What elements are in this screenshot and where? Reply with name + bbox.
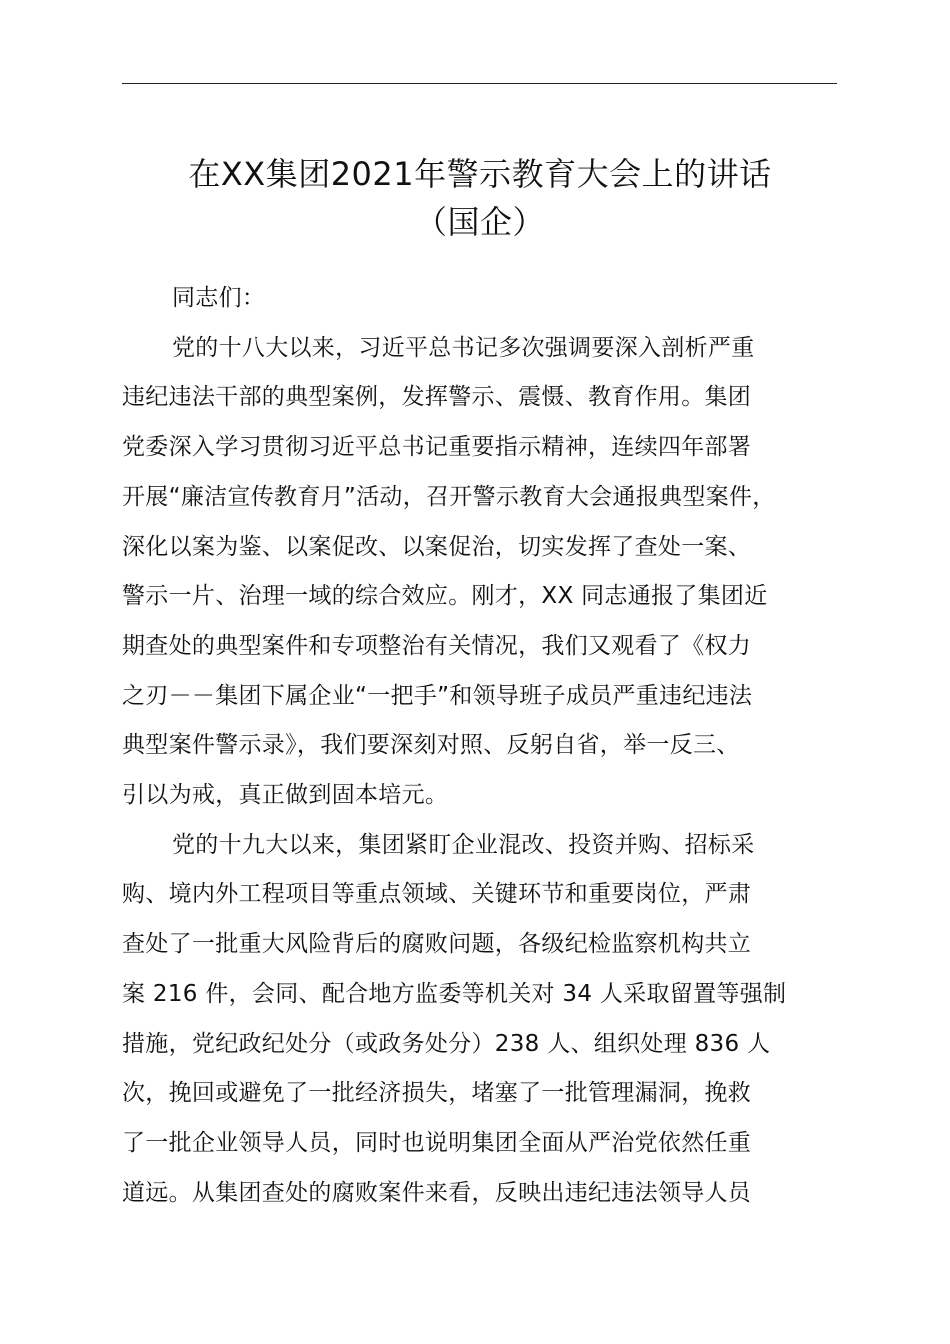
paragraph-line: 党的十八大以来，习近平总书记多次强调要深入剖析严重 [172,334,755,361]
salutation-text: 同志们： [172,285,266,311]
paragraph-line: 查处了一批重大风险背后的腐败问题，各级纪检监察机构共立 [122,931,752,958]
salutation [122,274,882,324]
paragraph-line: 购、境内外工程项目等重点领域、关键环节和重要岗位，严肃 [122,881,752,908]
paragraph-line: 党委深入学习贯彻习近平总书记重要指示精神，连续四年部署 [122,434,752,461]
title-line-1: 在XX集团2021年警示教育大会上的讲话 [188,155,772,193]
paragraph-line: 之刃－－集团下属企业“一把手”和领导班子成员严重违纪违法 [122,682,753,709]
paragraph-line: 道远。从集团查处的腐败案件来看，反映出违纪违法领导人员 [122,1179,752,1206]
document-title [100,150,860,246]
title-line-2: （国企） [414,203,545,241]
paragraph-line: 警示一片、治理一域的综合效应。刚才，XX 同志通报了集团近 [122,583,768,610]
paragraph-line: 了一批企业领导人员，同时也说明集团全面从严治党依然任重 [122,1129,752,1156]
document-body [122,274,882,1218]
paragraph-2 [122,821,882,1219]
paragraph-1 [122,324,882,821]
paragraph-line: 引以为戒，真正做到固本培元。 [122,782,449,809]
paragraph-line: 案 216 件，会同、配合地方监委等机关对 34 人采取留置等强制 [122,980,787,1007]
paragraph-line: 违纪违法干部的典型案例，发挥警示、震慑、教育作用。集团 [122,384,752,411]
paragraph-line: 措施，党纪政纪处分（或政务处分）238 人、组织处理 836 人 [122,1030,771,1057]
paragraph-line: 开展“廉洁宣传教育月”活动，召开警示教育大会通报典型案件， [122,483,776,510]
paragraph-line: 深化以案为鉴、以案促改、以案促治，切实发挥了查处一案、 [122,533,752,560]
paragraph-line: 期查处的典型案件和专项整治有关情况，我们又观看了《权力 [122,632,752,659]
paragraph-line: 次，挽回或避免了一批经济损失，堵塞了一批管理漏洞，挽救 [122,1080,752,1107]
paragraph-line: 典型案件警示录》，我们要深刻对照、反躬自省，举一反三、 [122,732,740,759]
paragraph-line: 党的十九大以来，集团紧盯企业混改、投资并购、招标采 [172,831,755,858]
header-rule [122,83,837,84]
